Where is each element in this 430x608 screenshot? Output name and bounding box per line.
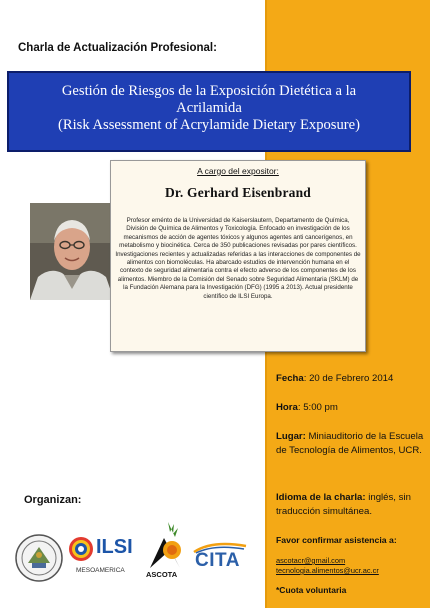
speaker-portrait-image [30,203,114,300]
language-line [276,491,426,518]
contact-emails [276,556,426,576]
date-value: : 20 de Febrero 2014 [303,373,394,384]
ascota-emblem-icon [140,520,188,570]
talk-title-banner [7,71,411,152]
ilsi-region: MESOAMERICA [76,567,125,574]
speaker-photo [30,203,114,300]
language-label: Idioma de la charla: [276,492,366,503]
place-line [276,430,426,457]
talk-title-line-3: (Risk Assessment of Acrylamide Dietary Exposure) [58,117,360,133]
talk-title-line-1: Gestión de Riesgos de la Exposición Dietética a la [61,83,357,99]
cita-logo [192,540,248,584]
language-value: inglés, sin traducción simultánea. [276,492,411,517]
speaker-caption: A cargo del expositor: [197,166,279,176]
ascota-logo [140,520,188,582]
speaker-name: Dr. Gerhard Eisenbrand [164,185,312,200]
seal-icon [14,533,64,583]
ilsi-logo [68,534,138,578]
ilsi-globe-icon [68,536,94,562]
email-link-ascota[interactable]: ascotacr@gmail.com [276,556,346,565]
cita-name: CITA [195,550,240,571]
ascota-name: ASCOTA [146,570,178,579]
event-type-heading: Charla de Actualización Profesional: [18,42,217,54]
time-value: : 5:00 pm [297,402,338,413]
date-line [276,372,426,386]
ilsi-name: ILSI [96,536,133,558]
organizers-label: Organizan: [24,494,82,506]
university-seal-logo [14,533,64,583]
email-link-ucr[interactable]: tecnologia.alimentos@ucr.ac.cr [276,566,379,575]
speaker-bio: Profesor eménto de la Universidad de Kaiserslautern, Departamento de Química, División de Química de Alimentos y Toxicología. Enfocado en investigación de los mecanismos de acción de agentes tóxicos y algunos agentes anti cancerígenos, en metabolismo y biocinética. Cerca de 350 publicaciones revisadas por pares científicos. Investigaciones recientes y actualizadas referidas a las interacciones de componentes de alimentos con biomoléculas. Ha abarcado estudios de intervención humana en el contexto de seguridad alimentaria contra el efecto adverso de los componentes de los alimentos. Miembro de la Comisión del Senado sobre Seguridad Alimentaria (SKLM) de la Fundación Alemana para la Investigación (DFG) (1995 a 2013). Actual presidente científico de ILSI Europa. [115,217,361,300]
speaker-info-card [110,160,366,352]
date-label: Fecha [276,373,304,384]
fee-note: *Cuota voluntaria [276,585,347,595]
place-value: Miniauditorio de la Escuela de Tecnología de Alimentos, UCR. [276,431,424,456]
place-label: Lugar: [276,431,306,442]
talk-title-line-2: Acrilamida [176,100,242,116]
time-label: Hora [276,402,298,413]
confirm-attendance-text: Favor confirmar asistencia a: [276,535,397,545]
time-line [276,401,426,415]
